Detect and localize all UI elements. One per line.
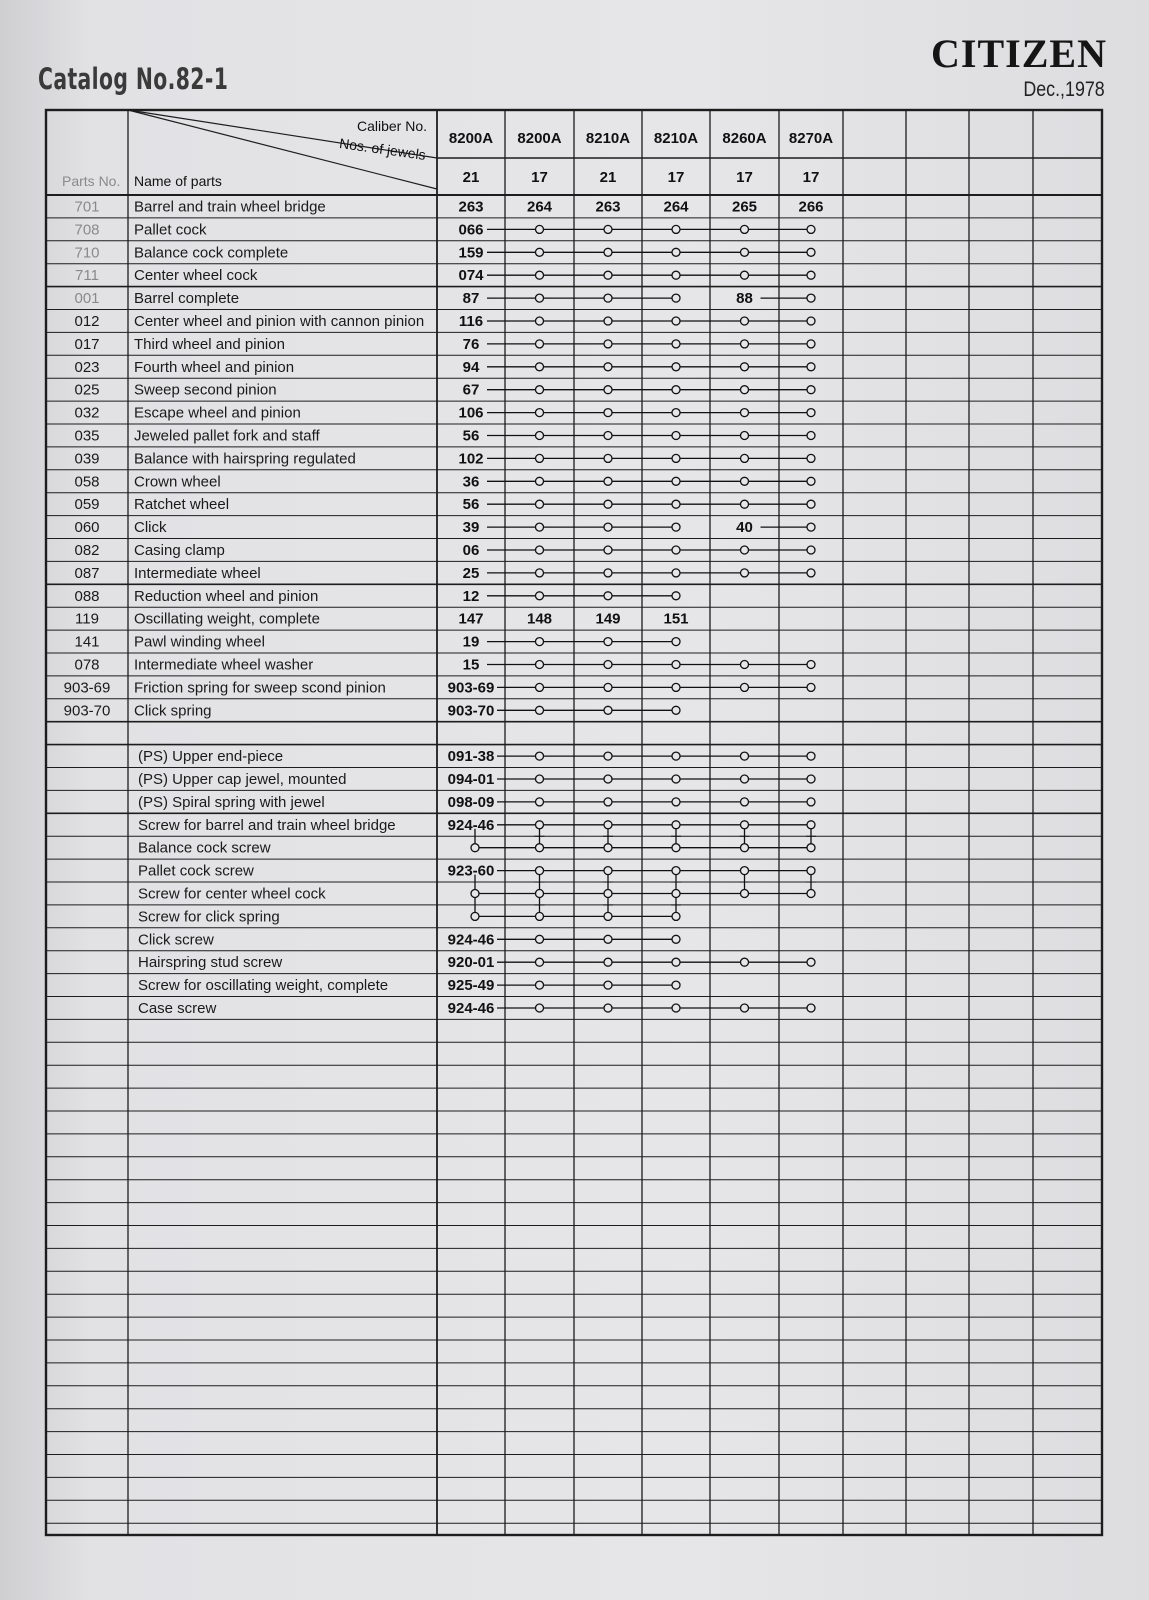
screw-part-name: Screw for center wheel cock <box>138 885 326 903</box>
part-name: Center wheel and pinion with cannon pinion <box>134 313 425 330</box>
same-part-marker <box>672 912 680 920</box>
same-part-marker <box>536 546 544 554</box>
part-number: 058 <box>74 473 100 491</box>
brand-logo: CITIZEN <box>931 31 1107 76</box>
same-part-marker <box>672 683 680 691</box>
same-part-marker <box>807 432 815 440</box>
same-part-marker <box>604 867 612 875</box>
same-part-marker <box>536 890 544 898</box>
same-part-marker <box>807 271 815 279</box>
part-code: 066 <box>458 221 484 239</box>
part-number: 001 <box>74 290 100 308</box>
same-part-marker <box>672 248 680 256</box>
jewel-count: 17 <box>736 169 753 186</box>
name-label: Name of parts <box>134 173 222 189</box>
part-code: 903-70 <box>447 702 495 720</box>
screw-part-name: Pallet cock screw <box>138 862 254 880</box>
part-code: 56 <box>462 496 480 514</box>
same-part-marker <box>807 661 815 669</box>
same-part-marker <box>604 294 612 302</box>
same-part-marker <box>604 363 612 371</box>
same-part-marker <box>741 683 749 691</box>
same-part-marker <box>741 340 749 348</box>
part-name: Jeweled pallet fork and staff <box>134 427 320 445</box>
same-part-marker <box>604 477 612 485</box>
same-part-marker <box>672 821 680 829</box>
part-name: Friction spring for sweep scond pinion <box>134 679 386 697</box>
same-part-marker <box>807 477 815 485</box>
screw-part-name: (PS) Upper end-piece <box>138 748 284 766</box>
part-code: 263 <box>458 198 484 216</box>
part-number: 903-70 <box>63 702 111 720</box>
part-number: 708 <box>74 221 100 239</box>
part-code: 76 <box>462 335 480 353</box>
part-name: Third wheel and pinion <box>134 335 285 353</box>
part-code: 148 <box>526 610 553 628</box>
same-part-marker <box>672 500 680 508</box>
same-part-marker <box>471 912 479 920</box>
caliber-label: Caliber No. <box>356 118 427 134</box>
part-code: 12 <box>462 587 480 605</box>
same-part-marker <box>807 1004 815 1012</box>
part-name: Casing clamp <box>134 542 225 559</box>
screw-part-code: 924-46 <box>447 1000 495 1017</box>
same-part-marker <box>672 432 680 440</box>
same-part-marker <box>604 340 612 348</box>
same-part-marker <box>741 821 749 829</box>
jewel-count: 17 <box>667 169 685 186</box>
same-part-marker <box>672 844 680 852</box>
part-code: 106 <box>458 404 484 422</box>
same-part-marker <box>807 775 815 783</box>
same-part-marker <box>807 844 815 852</box>
same-part-marker <box>604 248 612 256</box>
same-part-marker <box>672 935 680 943</box>
same-part-marker <box>672 775 680 783</box>
part-code-alt: 88 <box>736 290 753 308</box>
part-name: Balance cock complete <box>134 244 289 262</box>
part-name: Center wheel cock <box>134 267 258 285</box>
same-part-marker <box>807 867 815 875</box>
jewels-label: Nos. of jewels <box>338 134 427 163</box>
same-part-marker <box>741 271 749 279</box>
part-name: Balance with hairspring regulated <box>134 450 356 468</box>
same-part-marker <box>536 661 544 669</box>
same-part-marker <box>672 477 680 485</box>
part-name: Intermediate wheel <box>134 564 261 582</box>
part-name: Oscillating weight, complete <box>134 610 320 628</box>
part-code: 87 <box>462 290 480 308</box>
same-part-marker <box>672 890 680 898</box>
part-code: 06 <box>462 542 480 559</box>
same-part-marker <box>741 225 749 233</box>
part-code: 116 <box>458 313 484 330</box>
screw-part-name: (PS) Spiral spring with jewel <box>138 793 325 811</box>
same-part-marker <box>741 546 749 554</box>
same-part-marker <box>536 248 544 256</box>
same-part-marker <box>672 546 680 554</box>
jewel-count: 17 <box>802 169 820 186</box>
catalog-date: Dec.,1978 <box>1023 78 1105 101</box>
screw-part-name: Screw for barrel and train wheel bridge <box>138 816 396 834</box>
same-part-marker <box>604 569 612 577</box>
same-part-marker <box>672 271 680 279</box>
same-part-marker <box>604 546 612 554</box>
same-part-marker <box>604 752 612 760</box>
same-part-marker <box>672 958 680 966</box>
same-part-marker <box>807 523 815 531</box>
part-number: 059 <box>74 496 100 514</box>
jewel-count: 21 <box>462 169 480 186</box>
same-part-marker <box>741 798 749 806</box>
part-code: 264 <box>526 198 553 216</box>
screw-part-code: 924-46 <box>447 816 495 834</box>
same-part-marker <box>536 752 544 760</box>
same-part-marker <box>604 683 612 691</box>
same-part-marker <box>604 935 612 943</box>
same-part-marker <box>536 317 544 325</box>
part-code: 265 <box>731 198 758 216</box>
same-part-marker <box>741 500 749 508</box>
part-code: 102 <box>458 450 484 468</box>
part-number: 082 <box>74 542 100 559</box>
same-part-marker <box>604 409 612 417</box>
same-part-marker <box>536 500 544 508</box>
same-part-marker <box>741 477 749 485</box>
part-code: 36 <box>462 473 480 491</box>
same-part-marker <box>536 294 544 302</box>
part-number: 032 <box>74 404 100 422</box>
same-part-marker <box>536 386 544 394</box>
part-name: Intermediate wheel washer <box>134 656 314 674</box>
caliber-number: 8260A <box>722 130 767 147</box>
part-code: 151 <box>663 610 689 628</box>
same-part-marker <box>604 981 612 989</box>
screw-part-name: Screw for click spring <box>138 908 280 926</box>
same-part-marker <box>672 1004 680 1012</box>
same-part-marker <box>672 592 680 600</box>
same-part-marker <box>536 477 544 485</box>
same-part-marker <box>536 409 544 417</box>
same-part-marker <box>536 225 544 233</box>
screw-part-name: Case screw <box>138 1000 217 1017</box>
jewel-count: 21 <box>599 169 617 186</box>
same-part-marker <box>536 340 544 348</box>
part-number: 701 <box>74 198 100 216</box>
same-part-marker <box>672 523 680 531</box>
same-part-marker <box>604 661 612 669</box>
part-code: 56 <box>462 427 480 445</box>
same-part-marker <box>604 958 612 966</box>
same-part-marker <box>741 775 749 783</box>
same-part-marker <box>536 821 544 829</box>
same-part-marker <box>807 683 815 691</box>
screw-part-name: Balance cock screw <box>138 839 271 857</box>
same-part-marker <box>536 912 544 920</box>
screw-part-code: 924-46 <box>447 931 495 949</box>
same-part-marker <box>604 890 612 898</box>
part-name: Pawl winding wheel <box>134 633 265 651</box>
same-part-marker <box>672 661 680 669</box>
same-part-marker <box>741 317 749 325</box>
same-part-marker <box>807 752 815 760</box>
part-code: 074 <box>458 267 484 285</box>
same-part-marker <box>536 432 544 440</box>
part-code-alt: 40 <box>736 519 753 537</box>
caliber-number: 8200A <box>517 130 562 147</box>
part-code: 263 <box>595 198 621 216</box>
same-part-marker <box>741 569 749 577</box>
same-part-marker <box>604 386 612 394</box>
same-part-marker <box>536 638 544 646</box>
caliber-number: 8270A <box>788 130 834 147</box>
jewel-count: 17 <box>531 169 548 186</box>
same-part-marker <box>807 500 815 508</box>
same-part-marker <box>536 798 544 806</box>
same-part-marker <box>604 500 612 508</box>
same-part-marker <box>536 271 544 279</box>
part-code: 94 <box>462 358 480 376</box>
same-part-marker <box>604 798 612 806</box>
same-part-marker <box>536 844 544 852</box>
same-part-marker <box>807 294 815 302</box>
same-part-marker <box>604 454 612 462</box>
same-part-marker <box>807 317 815 325</box>
same-part-marker <box>672 225 680 233</box>
part-number: 711 <box>75 267 99 285</box>
same-part-marker <box>807 225 815 233</box>
caliber-number: 8210A <box>585 130 631 147</box>
screw-part-code: 920-01 <box>447 954 495 972</box>
part-name: Crown wheel <box>134 473 221 491</box>
part-number: 025 <box>74 381 100 399</box>
part-code: 15 <box>462 656 480 674</box>
same-part-marker <box>672 454 680 462</box>
same-part-marker <box>536 683 544 691</box>
part-name: Pallet cock <box>134 221 207 239</box>
part-code: 159 <box>458 244 484 262</box>
same-part-marker <box>807 569 815 577</box>
part-number: 078 <box>74 656 100 674</box>
same-part-marker <box>536 523 544 531</box>
part-code: 25 <box>462 564 480 582</box>
same-part-marker <box>741 958 749 966</box>
same-part-marker <box>807 821 815 829</box>
part-number: 012 <box>74 313 100 330</box>
part-number: 087 <box>74 564 100 582</box>
same-part-marker <box>536 569 544 577</box>
same-part-marker <box>536 592 544 600</box>
same-part-marker <box>741 844 749 852</box>
same-part-marker <box>672 798 680 806</box>
part-number: 088 <box>74 587 100 605</box>
same-part-marker <box>536 363 544 371</box>
same-part-marker <box>672 340 680 348</box>
same-part-marker <box>672 706 680 714</box>
part-name: Sweep second pinion <box>134 381 277 399</box>
same-part-marker <box>672 638 680 646</box>
part-name: Click spring <box>134 702 212 720</box>
same-part-marker <box>672 409 680 417</box>
same-part-marker <box>741 454 749 462</box>
part-name: Click <box>134 519 167 537</box>
same-part-marker <box>741 432 749 440</box>
same-part-marker <box>604 317 612 325</box>
screw-part-code: 094-01 <box>447 771 495 788</box>
same-part-marker <box>741 248 749 256</box>
same-part-marker <box>807 546 815 554</box>
screw-part-name: (PS) Upper cap jewel, mounted <box>138 771 347 788</box>
same-part-marker <box>536 1004 544 1012</box>
same-part-marker <box>536 454 544 462</box>
screw-part-name: Hairspring stud screw <box>138 954 283 972</box>
same-part-marker <box>807 363 815 371</box>
part-code: 39 <box>462 519 480 537</box>
same-part-marker <box>604 432 612 440</box>
part-name: Fourth wheel and pinion <box>134 358 295 376</box>
same-part-marker <box>604 271 612 279</box>
catalog-number: Catalog No.82-1 <box>38 62 229 96</box>
part-code: 264 <box>663 198 689 216</box>
same-part-marker <box>536 981 544 989</box>
screw-part-code: 923-60 <box>447 862 495 880</box>
same-part-marker <box>471 844 479 852</box>
same-part-marker <box>604 638 612 646</box>
part-code: 903-69 <box>447 679 495 697</box>
same-part-marker <box>807 409 815 417</box>
same-part-marker <box>604 844 612 852</box>
same-part-marker <box>807 248 815 256</box>
same-part-marker <box>741 363 749 371</box>
part-number: 039 <box>74 450 100 468</box>
same-part-marker <box>672 363 680 371</box>
same-part-marker <box>604 592 612 600</box>
same-part-marker <box>672 981 680 989</box>
same-part-marker <box>536 775 544 783</box>
same-part-marker <box>672 752 680 760</box>
same-part-marker <box>604 821 612 829</box>
part-number: 023 <box>74 358 100 376</box>
same-part-marker <box>807 890 815 898</box>
same-part-marker <box>807 958 815 966</box>
same-part-marker <box>672 317 680 325</box>
part-name: Escape wheel and pinion <box>134 404 301 422</box>
same-part-marker <box>807 454 815 462</box>
same-part-marker <box>807 798 815 806</box>
part-code: 67 <box>462 381 480 399</box>
same-part-marker <box>741 386 749 394</box>
same-part-marker <box>536 935 544 943</box>
part-code: 266 <box>798 198 824 216</box>
part-code: 19 <box>462 633 480 651</box>
same-part-marker <box>741 890 749 898</box>
parts-no-label: Parts No. <box>62 173 121 189</box>
same-part-marker <box>536 706 544 714</box>
screw-part-code: 091-38 <box>447 748 495 766</box>
same-part-marker <box>807 340 815 348</box>
part-number: 035 <box>74 427 100 445</box>
same-part-marker <box>672 569 680 577</box>
same-part-marker <box>471 890 479 898</box>
screw-part-code: 925-49 <box>447 977 495 995</box>
same-part-marker <box>536 958 544 966</box>
same-part-marker <box>741 409 749 417</box>
same-part-marker <box>741 1004 749 1012</box>
screw-part-name: Click screw <box>138 931 214 949</box>
same-part-marker <box>741 752 749 760</box>
same-part-marker <box>604 775 612 783</box>
same-part-marker <box>672 867 680 875</box>
part-number: 710 <box>74 244 100 262</box>
part-number: 141 <box>74 633 100 651</box>
same-part-marker <box>672 386 680 394</box>
part-code: 149 <box>595 610 621 628</box>
same-part-marker <box>604 1004 612 1012</box>
part-name: Reduction wheel and pinion <box>134 587 319 605</box>
same-part-marker <box>604 225 612 233</box>
part-name: Barrel complete <box>134 290 240 308</box>
part-name: Ratchet wheel <box>134 496 230 514</box>
screw-part-name: Screw for oscillating weight, complete <box>138 977 389 995</box>
same-part-marker <box>741 661 749 669</box>
part-number: 119 <box>75 610 99 628</box>
part-name: Barrel and train wheel bridge <box>134 198 326 216</box>
screw-part-code: 098-09 <box>447 793 495 811</box>
part-number: 017 <box>74 335 100 353</box>
same-part-marker <box>604 912 612 920</box>
part-number: 903-69 <box>63 679 111 697</box>
same-part-marker <box>807 386 815 394</box>
same-part-marker <box>672 294 680 302</box>
same-part-marker <box>536 867 544 875</box>
same-part-marker <box>604 523 612 531</box>
caliber-number: 8200A <box>448 130 494 147</box>
part-number: 060 <box>74 519 100 537</box>
same-part-marker <box>741 867 749 875</box>
caliber-number: 8210A <box>653 130 699 147</box>
part-code: 147 <box>458 610 484 628</box>
same-part-marker <box>604 706 612 714</box>
